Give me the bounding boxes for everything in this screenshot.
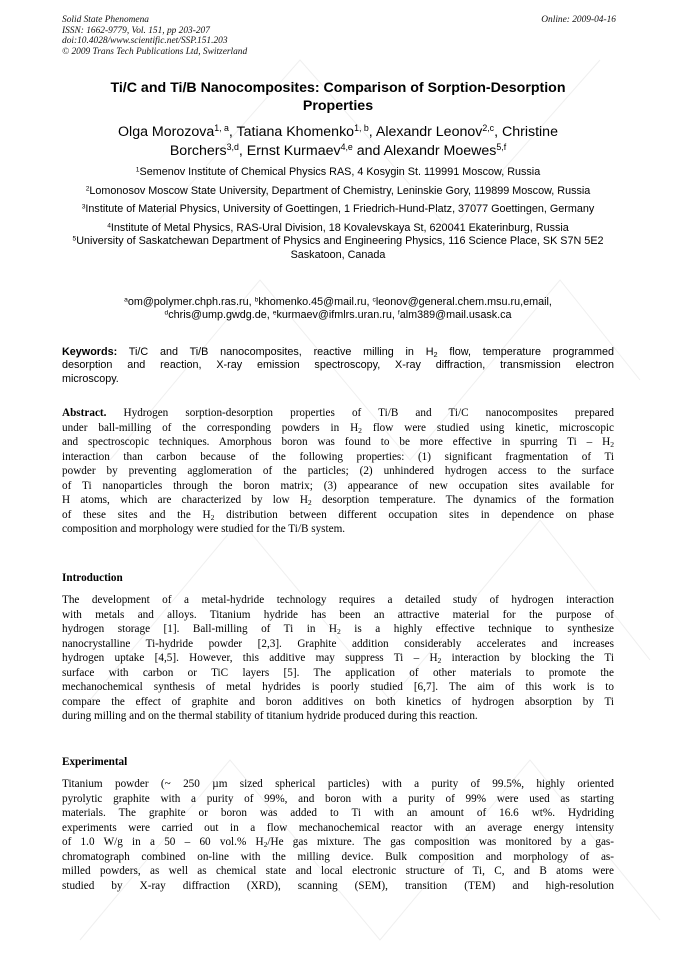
paragraph-line: during milling and on the thermal stability of titanium hydride produced during this reaction. bbox=[62, 710, 478, 723]
abstract-line: powder by preventing agglomeration of the particles; (2) unhindered hydrogen access to the surface bbox=[62, 465, 614, 478]
affiliation-text: Semenov Institute of Chemical Physics RAS, 4 Kosygin St. 119991 Moscow, Russia bbox=[139, 166, 541, 178]
affiliation-number: 5 bbox=[72, 235, 77, 243]
email-mark: e bbox=[272, 309, 277, 317]
affiliation bbox=[62, 203, 614, 216]
paragraph-line: surface with carbon or TiC layers [5]. The application of other materials to promote the bbox=[62, 666, 614, 679]
paragraph-line: chromatograph combined on-line with the milling device. Bulk composition and morphology of as- bbox=[62, 850, 614, 863]
paragraph-line: Titanium powder (~ 250 µm sized spherical particles) with a purity of 99.5%, highly oriented bbox=[62, 778, 614, 790]
journal-issn: ISSN: 1662-9779, Vol. 151, pp 203-207 bbox=[62, 25, 210, 36]
email-mark: a bbox=[124, 296, 128, 304]
affiliation bbox=[62, 222, 614, 235]
introduction-section bbox=[62, 593, 614, 724]
abstract-text: H atoms, which are characterized by low H bbox=[62, 494, 308, 507]
affiliation-number: 2 bbox=[85, 185, 90, 193]
email-line bbox=[62, 296, 614, 309]
email-mark: d bbox=[164, 309, 169, 317]
introduction-heading: Introduction bbox=[62, 572, 123, 584]
journal-name: Solid State Phenomena bbox=[62, 15, 149, 25]
paragraph-line: nanocrystalline Ti-hydride powder [2,3]. Graphite addition considerably accelerates and increases bbox=[62, 637, 614, 650]
author-affil-mark: 1, b bbox=[354, 123, 369, 134]
author-emails bbox=[62, 296, 614, 322]
affiliation bbox=[62, 166, 614, 179]
affiliation-number: 3 bbox=[81, 203, 86, 211]
email-link[interactable]: khomenko.45@mail.ru, bbox=[258, 296, 373, 308]
experimental-heading: Experimental bbox=[62, 756, 128, 768]
abstract-text: and spectroscopic techniques. Amorphous boron was found to be more effective in spurring Ti – H bbox=[62, 436, 611, 449]
email-link[interactable]: chris@ump.gwdg.de, bbox=[168, 309, 273, 322]
keywords-label: Keywords: bbox=[62, 346, 118, 358]
email-mark: b bbox=[254, 296, 259, 304]
abstract-section bbox=[62, 406, 614, 537]
paragraph-text: is a highly effective technique to synthesize bbox=[340, 623, 614, 636]
keywords-line: microscopy. bbox=[62, 372, 119, 385]
paragraph-text: hydrogen uptake [4,5]. However, this additive may suppress Ti – H bbox=[62, 652, 438, 665]
author-affil-mark: 1, a bbox=[214, 123, 229, 134]
keywords-text: Ti/C and Ti/B nanocomposites, reactive milling in H bbox=[117, 346, 434, 358]
paragraph-line bbox=[62, 651, 614, 666]
subscript: 2 bbox=[307, 498, 312, 508]
author-line bbox=[62, 142, 614, 161]
abstract-line: interaction than carbon because of the following properties: (1) significant fragmentation of Ti bbox=[62, 450, 614, 463]
author-name: Borchers bbox=[169, 142, 227, 159]
email-link[interactable]: om@polymer.chph.ras.ru, bbox=[127, 296, 255, 308]
online-date: Online: 2009-04-16 bbox=[541, 15, 616, 25]
subscript: 2 bbox=[437, 656, 442, 666]
journal-copyright: © 2009 Trans Tech Publications Ltd, Switzerland bbox=[62, 46, 248, 57]
keywords-text: flow, temperature programmed bbox=[437, 346, 614, 358]
author-affil-mark: 2,c bbox=[482, 123, 495, 134]
subscript: 2 bbox=[610, 439, 614, 449]
paragraph-line bbox=[62, 622, 614, 637]
title-line: Properties bbox=[302, 97, 374, 114]
author-affil-mark: 3,d bbox=[226, 141, 239, 152]
email-link[interactable]: leonov@general.chem.msu.ru,email, bbox=[375, 296, 552, 308]
affiliation-text: University of Saskatchewan Department of Physics and Engineering Physics, 116 Science Place, SK S7N 5E2 Saskatoon, Canada bbox=[76, 235, 604, 261]
author-name: , Alexandr Leonov bbox=[368, 124, 483, 140]
paragraph-line bbox=[62, 835, 614, 850]
paragraph-text: /He gas mixture. The gas composition was monitored by a gas- bbox=[267, 836, 614, 849]
paragraph-line: pyrolytic graphite with a purity of 99%, and boron with a purity of 99% were used as starting bbox=[62, 792, 614, 805]
email-link[interactable]: alm389@mail.usask.ca bbox=[399, 309, 512, 322]
abstract-text: distribution between different occupation sites in dependence on phase bbox=[214, 508, 614, 521]
abstract-line bbox=[62, 421, 614, 436]
paragraph-line: studied by X-ray diffraction (XRD), scanning (SEM), transition (TEM) and high-resolution bbox=[62, 879, 614, 892]
abstract-text: Hydrogen sorption-desorption properties of Ti/B and Ti/C nanocomposites prepared bbox=[106, 407, 614, 419]
affiliation-text: Institute of Material Physics, University of Goettingen, 1 Friedrich-Hund-Platz, 37077 Goettingen, Germany bbox=[85, 203, 595, 216]
keywords-line: desorption and reaction, X-ray emission spectroscopy, X-ray diffraction, transmission electron bbox=[62, 359, 614, 372]
abstract-text: under ball-milling of the corresponding powders in H bbox=[62, 421, 359, 434]
abstract-text: desorption temperature. The dynamics of the formation bbox=[311, 494, 614, 507]
affiliation bbox=[62, 185, 614, 198]
email-link[interactable]: kurmaev@ifmlrs.uran.ru, bbox=[276, 309, 398, 322]
subscript: 2 bbox=[337, 626, 341, 636]
paragraph-text: interaction by blocking the Ti bbox=[441, 652, 614, 665]
paragraph-line: materials. The graphite or boron was added to Ti with an amount of 16.6 wt%. Hydriding bbox=[62, 807, 614, 820]
email-mark: f bbox=[397, 309, 400, 317]
subscript: 2 bbox=[263, 840, 268, 850]
abstract-line: composition and morphology were studied for the Ti/B system. bbox=[62, 523, 346, 536]
subscript: 2 bbox=[433, 349, 438, 359]
abstract-line bbox=[62, 493, 614, 508]
abstract-line bbox=[62, 508, 614, 523]
email-line bbox=[62, 309, 614, 322]
affiliation-number: 1 bbox=[135, 166, 140, 174]
paragraph-line: experiments were carried out in a flow mechanochemical reactor with an average energy intensity bbox=[62, 821, 614, 834]
paragraph-line: The development of a metal-hydride technology requires a detailed study of hydrogen interaction bbox=[62, 594, 614, 606]
author-name: , Tatiana Khomenko bbox=[228, 124, 355, 140]
paragraph-text: hydrogen storage [1]. Ball-milling of Ti in H bbox=[62, 623, 337, 636]
affiliation bbox=[62, 235, 614, 261]
author-list bbox=[62, 123, 614, 160]
author-name: , Christine bbox=[494, 124, 558, 140]
experimental-section bbox=[62, 777, 614, 893]
paragraph-line: with metals and alloys. Titanium hydride has been an attractive material for the purpose of bbox=[62, 608, 614, 621]
subscript: 2 bbox=[210, 512, 215, 522]
abstract-line bbox=[62, 435, 614, 450]
abstract-label: Abstract. bbox=[62, 407, 107, 419]
subscript: 2 bbox=[358, 425, 362, 435]
paragraph-line: compare the effect of graphite and boron additives on both kinetics of hydrogen absorption by Ti bbox=[62, 695, 614, 708]
affiliation-text: Lomonosov Moscow State University, Department of Chemistry, Leninskie Gory, 119899 Moscow, Russia bbox=[89, 184, 591, 197]
title-line: Ti/C and Ti/B Nanocomposites: Comparison of Sorption-Desorption bbox=[110, 80, 566, 96]
author-affil-mark: 5,f bbox=[496, 141, 507, 152]
author-name: , Ernst Kurmaev bbox=[238, 142, 341, 159]
author-name: Olga Morozova bbox=[118, 124, 215, 140]
keywords-line bbox=[62, 346, 614, 359]
author-line bbox=[62, 123, 614, 142]
author-affil-mark: 4,e bbox=[340, 141, 353, 152]
journal-doi: doi:10.4028/www.scientific.net/SSP.151.203 bbox=[62, 36, 228, 47]
abstract-text: of these sites and the H bbox=[62, 508, 211, 521]
journal-header bbox=[62, 15, 392, 57]
affiliation-number: 4 bbox=[107, 222, 111, 230]
author-name: and Alexandr Moewes bbox=[352, 142, 497, 159]
paper-title bbox=[62, 80, 614, 115]
affiliation-list bbox=[62, 166, 614, 267]
paragraph-line: mechanochemical synthesis of metal hydrides is poorly studied [6,7]. The aim of this work is to bbox=[62, 681, 614, 694]
keywords-section bbox=[62, 346, 614, 386]
abstract-line bbox=[62, 406, 614, 421]
paragraph-text: of 1.0 W/g in a 50 – 60 vol.% H bbox=[62, 836, 264, 849]
abstract-text: flow were studied using kinetic, microscopic bbox=[361, 421, 614, 434]
paragraph-line: milled powders, as well as chemical state and local electronic structure of Ti, C, and B atoms were bbox=[62, 865, 614, 878]
abstract-line: of Ti nanoparticles through the boron matrix; (3) appearance of new occupation sites available for bbox=[62, 479, 614, 492]
email-mark: c bbox=[372, 296, 376, 304]
affiliation-text: Institute of Metal Physics, RAS-Ural Division, 18 Kovalevskaya St, 620041 Ekaterinburg, Russia bbox=[110, 222, 569, 235]
